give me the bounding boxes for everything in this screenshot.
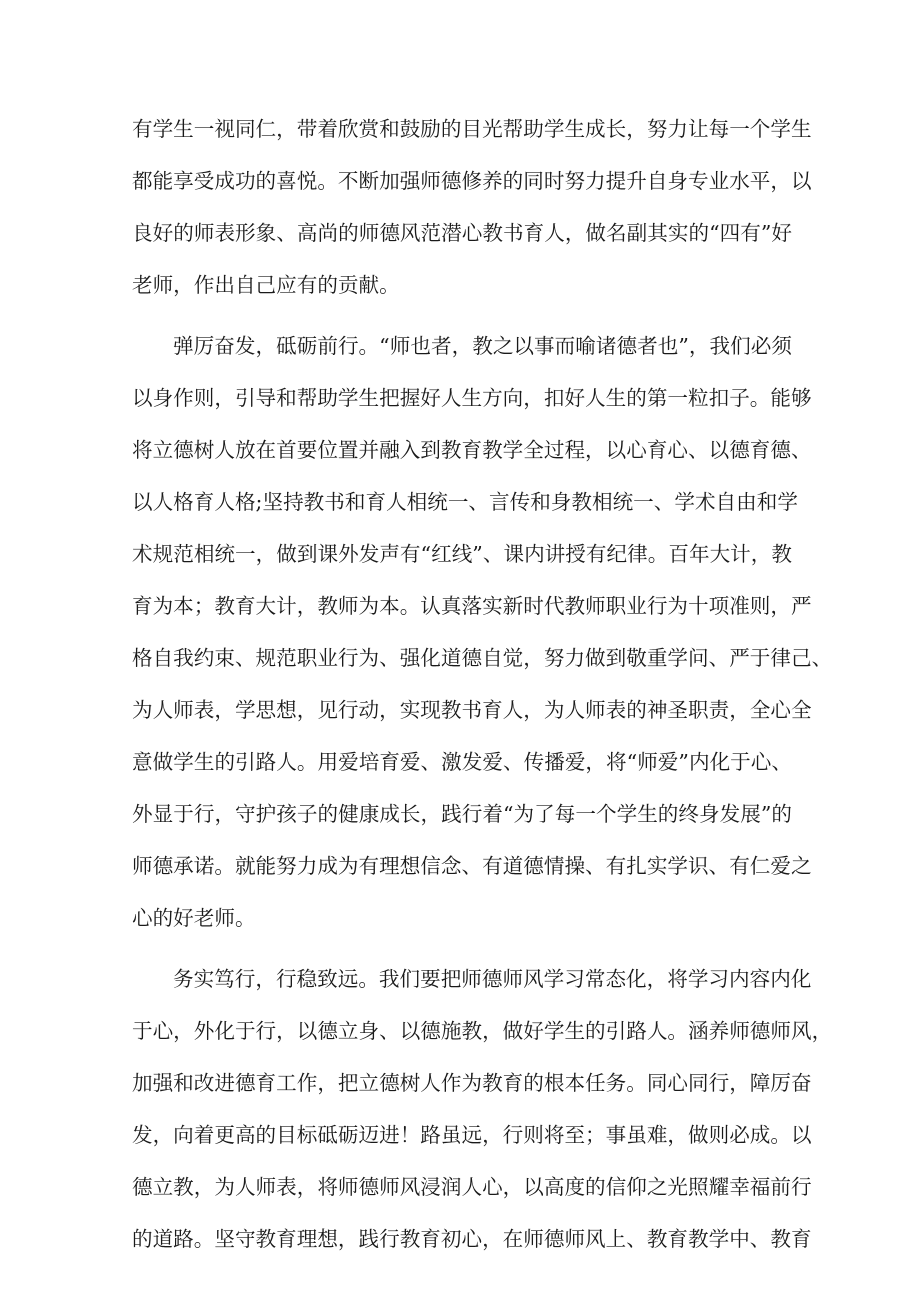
text-line: 良好的师表形象、高尚的师德风范潜心教书育人，做名副其实的“四有”好 <box>132 221 792 245</box>
text-line: 为人师表，学思想，见行动，实现教书育人，为人师表的神圣职责，全心全 <box>132 698 812 722</box>
text-line: 师德承诺。就能努力成为有理想信念、有道德情操、有扎实学识、有仁爱之 <box>132 854 812 878</box>
text-line: 外显于行，守护孩子的健康成长，践行着“为了每一个学生的终身发展”的 <box>132 802 792 826</box>
text-line: 发，向着更高的目标砥砺迈进！路虽远，行则将至；事虽难，做则必成。以 <box>132 1123 812 1147</box>
text-line: 将立德树人放在首要位置并融入到教育教学全过程，以心育心、以德育德、 <box>132 438 812 462</box>
text-line: 弹厉奋发，砥砺前行。“师也者，教之以事而喻诸德者也”，我们必须 <box>173 334 792 358</box>
text-line: 以人格育人格;坚持教书和育人相统一、言传和身教相统一、学术自由和学 <box>132 490 798 514</box>
text-line: 术规范相统一，做到课外发声有“红线”、课内讲授有纪律。百年大计，教 <box>132 542 792 566</box>
text-line: 以身作则，引导和帮助学生把握好人生方向，扣好人生的第一粒扣子。能够 <box>132 386 812 410</box>
text-line: 老师，作出自己应有的贡献。 <box>132 273 400 297</box>
text-line: 格自我约束、规范职业行为、强化道德自觉，努力做到敬重学问、严于律己、 <box>132 646 833 670</box>
text-line: 加强和改进德育工作，把立德树人作为教育的根本任务。同心同行，障厉奋 <box>132 1071 812 1095</box>
text-line: 都能享受成功的喜悦。不断加强师德修养的同时努力提升自身专业水平，以 <box>132 169 812 193</box>
text-line: 德立教，为人师表，将师德师风浸润人心，以高度的信仰之光照耀幸福前行 <box>132 1175 812 1199</box>
text-line: 心的好老师。 <box>132 906 256 930</box>
text-line: 有学生一视同仁，带着欣赏和鼓励的目光帮助学生成长，努力让每一个学生 <box>132 117 812 141</box>
text-line: 于心，外化于行，以德立身、以德施教，做好学生的引路人。涵养师德师风， <box>132 1019 833 1043</box>
text-line: 务实笃行，行稳致远。我们要把师德师风学习常态化，将学习内容内化 <box>173 967 812 991</box>
text-line: 育为本；教育大计，教师为本。认真落实新时代教师职业行为十项准则，严 <box>132 594 812 618</box>
text-line: 的道路。坚守教育理想，践行教育初心，在师德师风上、教育教学中、教育 <box>132 1227 812 1251</box>
text-line: 意做学生的引路人。用爱培育爱、激发爱、传播爱，将“师爱”内化于心、 <box>132 750 792 774</box>
